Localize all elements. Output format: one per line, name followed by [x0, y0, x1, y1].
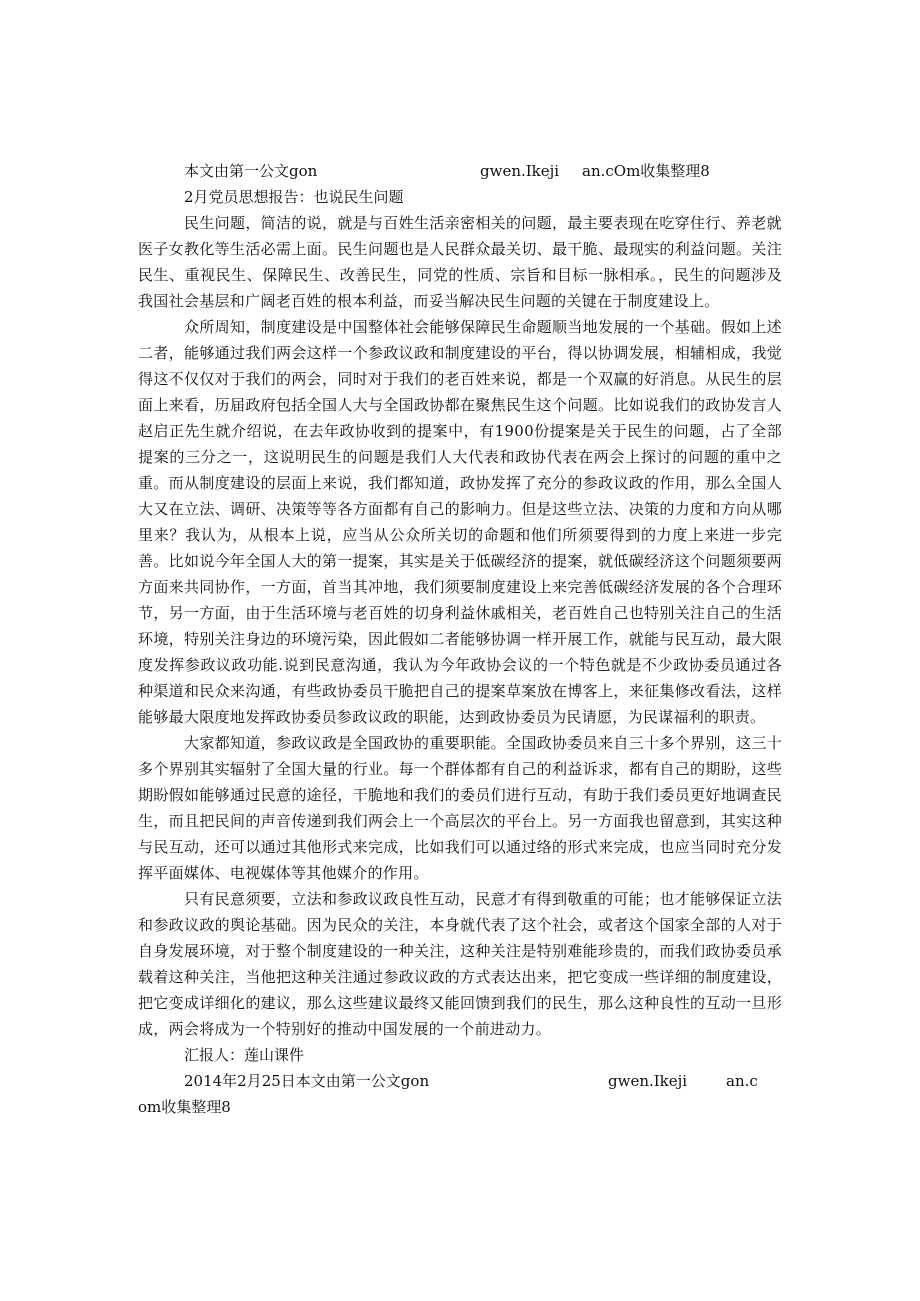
footer-line — [138, 1068, 782, 1094]
reporter-line: 汇报人：莲山课件 — [184, 1046, 305, 1064]
header-part-2: gwen.Ikeji — [480, 162, 560, 180]
paragraph-4: 只有民意须要，立法和参政议政良性互动，民意才有得到敬重的可能；也才能够保证立法和参政议政的舆论基础。因为民众的关注，本身就代表了这个社会，或者这个国家全部的人对于自身发展环境，对于整个制度建设的一种关注，这种关注是特别难能珍贵的，而我们政协委员承载着这种关注，当他把这种关注通过参政议政的方式表达出来，把它变成一些详细的制度建设，把它变成详细化的建议，那么这些建议最终又能回馈到我们的民生，那么这种良性的互动一旦形成，两会将成为一个特别好的推动中国发展的一个前进动力。 — [138, 890, 782, 1038]
header-part-3: an.cOm收集整理8 — [582, 162, 710, 180]
paragraph-2: 众所周知，制度建设是中国整体社会能够保障民生命题顺当地发展的一个基础。假如上述二者，能够通过我们两会这样一个参政议政和制度建设的平台，得以协调发展，相辅相成，我觉得这不仅仅对于我们的两会，同时对于我们的老百姓来说，都是一个双赢的好消息。从民生的层面上来看，历届政府包括全国人大与全国政协都在聚焦民生这个问题。比如说我们的政协发言人赵启正先生就介绍说，在去年政协收到的提案中，有1900份提案是关于民生的问题，占了全部提案的三分之一，这说明民生的问题是我们人大代表和政协代表在两会上探讨的问题的重中之重。而从制度建设的层面上来说，我们都知道，政协发挥了充分的参政议政的作用，那么全国人大又在立法、调研、决策等等各方面都有自己的影响力。但是这些立法、决策的力度和方向从哪里来？我认为，从根本上说，应当从公众所关切的命题和他们所须要得到的力度上来进一步完善。比如说今年全国人大的第一提案，其实是关于低碳经济的提案，就低碳经济这个问题须要两方面来共同协作，一方面，首当其冲地，我们须要制度建设上来完善低碳经济发展的各个合理环节，另一方面，由于生活环境与老百姓的切身利益休戚相关，老百姓自己也特别关注自己的生活环境，特别关注身边的环境污染，因此假如二者能够协调一样开展工作，就能与民互动，最大限度发挥参政议政功能.说到民意沟通，我认为今年政协会议的一个特色就是不少政协委员通过各种渠道和民众来沟通，有些政协委员干脆把自己的提案草案放在博客上，来征集修改看法，这样能够最大限度地发挥政协委员参政议政的职能，达到政协委员为民请愿，为民谋福利的职责。 — [138, 318, 782, 726]
paragraph-3: 大家都知道，参政议政是全国政协的重要职能。全国政协委员来自三十多个界别，这三十多个界别其实辐射了全国大量的行业。每一个群体都有自己的利益诉求，都有自己的期盼，这些期盼假如能够通过民意的途径，干脆地和我们的委员们进行互动，有助于我们委员更好地调查民生，而且把民间的声音传递到我们两会上一个高层次的平台上。另一方面我也留意到，其实这种与民互动，还可以通过其他形式来完成，比如我们可以通过络的形式来完成，也应当同时充分发挥平面媒体、电视媒体等其他媒介的作用。 — [138, 734, 782, 882]
footer-part-3: an.c — [726, 1072, 758, 1090]
document-page — [138, 158, 782, 1120]
header-part-1: 本文由第一公文gon — [184, 162, 318, 180]
paragraph-1: 民生问题，简洁的说，就是与百姓生活亲密相关的问题，最主要表现在吃穿住行、养老就医子女教化等生活必需上面。民生问题也是人民群众最关切、最干脆、最现实的利益问题。关注民生、重视民生、保障民生、改善民生，同党的性质、宗旨和目标一脉相承。，民生的问题涉及我国社会基层和广阔老百姓的根本利益，而妥当解决民生问题的关键在于制度建设上。 — [138, 214, 782, 310]
footer-continuation: om收集整理8 — [138, 1098, 231, 1116]
document-title: 2月党员思想报告：也说民生问题 — [184, 188, 404, 206]
footer-part-1: 2014年2月25日本文由第一公文gon — [184, 1072, 430, 1090]
header-line — [138, 158, 782, 184]
footer-part-2: gwen.Ikeji — [608, 1072, 688, 1090]
